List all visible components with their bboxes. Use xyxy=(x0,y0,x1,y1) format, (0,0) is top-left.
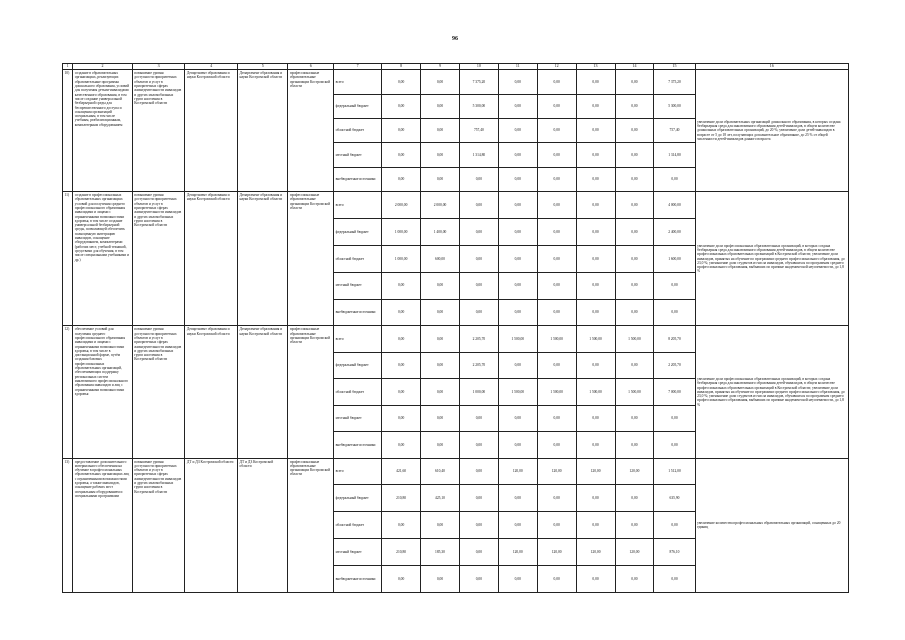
funding-value: 0,00 xyxy=(498,512,537,539)
funding-value: 0,00 xyxy=(576,70,615,94)
indicator-text: повышение уровня доступности приоритетных объектов и услуг в приоритетных сферах жизнедеятельности инвалидов и других маломобильных групп населения в Костромской области xyxy=(132,192,185,326)
funding-value: 0,00 xyxy=(459,485,498,512)
funding-value: 0,00 xyxy=(576,405,615,431)
funding-value: 210,80 xyxy=(382,485,421,512)
funding-source: местный бюджет xyxy=(334,143,382,167)
funding-value: 0,00 xyxy=(382,326,421,352)
column-number: 16 xyxy=(695,64,848,70)
funding-value: 0,00 xyxy=(654,432,695,458)
funding-value: 1 600,00 xyxy=(654,245,695,272)
funding-value: 0,00 xyxy=(421,94,460,118)
row-number: 11) xyxy=(63,192,73,326)
funding-value: 0,00 xyxy=(459,167,498,191)
funding-value: 0,00 xyxy=(498,218,537,245)
funding-value: 2 000,00 xyxy=(421,192,460,219)
funding-source: внебюджетные источники xyxy=(334,565,382,592)
funding-source: всего xyxy=(334,192,382,219)
funding-value: 0,00 xyxy=(498,245,537,272)
funding-value: 5 300,00 xyxy=(654,94,695,118)
funding-value: 1 000,00 xyxy=(459,379,498,405)
funding-value: 2 400,00 xyxy=(654,218,695,245)
funding-value: 0,00 xyxy=(498,272,537,299)
funding-value: 0,00 xyxy=(615,512,654,539)
funding-value: 0,00 xyxy=(498,118,537,142)
funding-value: 0,00 xyxy=(421,352,460,378)
participant-cell: профессиональные образовательные организации Костромской области xyxy=(288,326,334,458)
funding-value: 120,00 xyxy=(615,458,654,485)
funding-value: 0,00 xyxy=(498,94,537,118)
funding-value: 0,00 xyxy=(615,245,654,272)
funding-value: 0,00 xyxy=(576,352,615,378)
funding-value: 1 500,00 xyxy=(537,326,576,352)
funding-value: 0,00 xyxy=(615,352,654,378)
funding-source: областной бюджет xyxy=(334,512,382,539)
column-number: 10 xyxy=(459,64,498,70)
funding-value: 0,00 xyxy=(498,565,537,592)
row-number: 13) xyxy=(63,458,73,592)
measure-name: создание в профессиональных образовательных организациях условий для получения среднего профессионального образования инвалидами и лицами с ограниченными возможностями здоровья, в том числе создание универсальной безбарьерной среды, позволяющей обеспечить полноценную интеграцию инвалидов, оснащение оборудованием, компьютерами (рабочих мест, учебной техникой, средствами для обучения, в том числе специальными учебниками и др.) xyxy=(73,192,132,326)
column-number: 4 xyxy=(185,64,238,70)
funding-value: 0,00 xyxy=(421,118,460,142)
funding-value: 0,00 xyxy=(459,458,498,485)
funding-value: 0,00 xyxy=(498,192,537,219)
funding-value: 1 500,00 xyxy=(537,379,576,405)
table-row xyxy=(63,326,849,352)
funding-value: 0,00 xyxy=(382,118,421,142)
funding-value: 0,00 xyxy=(615,143,654,167)
funding-value: 0,00 xyxy=(576,512,615,539)
column-number: 9 xyxy=(421,64,460,70)
funding-value: 0,00 xyxy=(537,432,576,458)
funding-value: 0,00 xyxy=(382,352,421,378)
funding-value: 0,00 xyxy=(459,405,498,431)
funding-value: 0,00 xyxy=(382,405,421,431)
funding-value: 0,00 xyxy=(576,299,615,326)
funding-source: федеральный бюджет xyxy=(334,218,382,245)
funding-value: 421,60 xyxy=(382,458,421,485)
funding-value: 0,00 xyxy=(615,167,654,191)
funding-value: 1 500,00 xyxy=(498,379,537,405)
funding-value: 1 500,00 xyxy=(576,379,615,405)
funding-value: 0,00 xyxy=(576,143,615,167)
funding-value: 1 314,80 xyxy=(654,143,695,167)
funding-value: 0,00 xyxy=(421,143,460,167)
funding-value: 757,40 xyxy=(654,118,695,142)
expected-result: увеличение доли профессиональных образовательных организаций, в которых создана безбарьерная среда для инклюзивного образования детей-инвалидов, в общем количестве профессиональных образовательных организаций в Костромской области; увеличение доли инвалидов, принятых на обучение по программам среднего профессионального образования, до 23,0 %; уменьшение доли студентов из числа инвалидов, обучавшихся по программам среднего профессионального образования, выбывших по причине академической неуспеваемости, до 1,8 % xyxy=(695,326,848,458)
expected-result: увеличение количества профессиональных образовательных организаций, оснащенных до 20 единиц xyxy=(695,458,848,592)
responsible-cell: Департамент образования и науки Костромской области xyxy=(185,326,238,458)
funding-value: 0,00 xyxy=(576,167,615,191)
funding-value: 0,00 xyxy=(537,512,576,539)
expected-result: увеличение доли образовательных организаций дошкольного образования, в которых создана безбарьерная среда для инклюзивного образования детей-инвалидов, в общем количестве дошкольных образовательных организаций, до 20 %; увеличение доли детей-инвалидов в возрасте от 5 до 18 лет, получающих дополнительное образование, до 25 % от общей численности детей-инвалидов данного возраста xyxy=(695,70,848,192)
measure-name: предоставление дополнительного материального обеспечения на обучение в профессиональных образовательных организациях лиц с ограниченными возможностями здоровья, а также инвалидов, оснащение рабочих мест специальным оборудованием и специальными программами xyxy=(73,458,132,592)
funding-value: 0,00 xyxy=(537,70,576,94)
funding-value: 0,00 xyxy=(615,432,654,458)
funding-value: 0,00 xyxy=(459,512,498,539)
funding-value: 120,00 xyxy=(615,539,654,566)
measure-name: создание в образовательных организациях, реализующих образовательные программы дошкольного образования, условий для получения детьми-инвалидами качественного образования, в том числе создание универсальной безбарьерной среды для беспрепятственного доступа и оснащения организаций специальным, в том числе учебным, реабилитационным, компьютерным оборудованием xyxy=(73,70,132,192)
funding-value: 120,00 xyxy=(576,458,615,485)
table-row xyxy=(63,458,849,485)
funding-value: 0,00 xyxy=(537,565,576,592)
funding-source: местный бюджет xyxy=(334,539,382,566)
column-number: 14 xyxy=(615,64,654,70)
funding-value: 0,00 xyxy=(537,192,576,219)
funding-value: 0,00 xyxy=(576,485,615,512)
funding-source: областной бюджет xyxy=(334,245,382,272)
funding-value: 185,30 xyxy=(421,539,460,566)
executor-cell: Департамент образования и науки Костромской области xyxy=(238,70,288,192)
funding-value: 0,00 xyxy=(421,432,460,458)
funding-value: 0,00 xyxy=(537,405,576,431)
funding-value: 0,00 xyxy=(537,94,576,118)
funding-value: 0,00 xyxy=(654,405,695,431)
funding-source: федеральный бюджет xyxy=(334,485,382,512)
funding-value: 0,00 xyxy=(382,94,421,118)
funding-source: всего xyxy=(334,326,382,352)
expected-result: увеличение доли профессиональных образовательных организаций, в которых создана безбарьерная среда для инклюзивного образования детей-инвалидов, в общем количестве профессиональных образовательных организаций в Костромской области; увеличение доли инвалидов, принятых на обучение по программам среднего профессионального образования, до 23,0 %; уменьшение доли студентов из числа инвалидов, обучавшихся по программам среднего профессионального образования, выбывших по причине академической неуспеваемости, до 1,8 % xyxy=(695,192,848,326)
funding-value: 0,00 xyxy=(615,405,654,431)
funding-source: областной бюджет xyxy=(334,379,382,405)
funding-value: 0,00 xyxy=(654,299,695,326)
funding-value: 0,00 xyxy=(615,218,654,245)
column-number: 13 xyxy=(576,64,615,70)
executor-cell: ДТ и ДЗ Костромской области xyxy=(238,458,288,592)
funding-source: внебюджетные источники xyxy=(334,299,382,326)
funding-value: 0,00 xyxy=(576,565,615,592)
funding-value: 0,00 xyxy=(382,272,421,299)
funding-value: 0,00 xyxy=(421,70,460,94)
funding-value: 0,00 xyxy=(459,299,498,326)
indicator-text: повышение уровня доступности приоритетных объектов и услуг в приоритетных сферах жизнедеятельности инвалидов и других маломобильных групп населения в Костромской области xyxy=(132,458,185,592)
row-number: 10) xyxy=(63,70,73,192)
funding-value: 0,00 xyxy=(615,485,654,512)
funding-value: 0,00 xyxy=(459,272,498,299)
funding-value: 0,00 xyxy=(382,299,421,326)
funding-value: 0,00 xyxy=(537,118,576,142)
funding-value: 0,00 xyxy=(459,565,498,592)
responsible-cell: Департамент образования и науки Костромской области xyxy=(185,70,238,192)
participant-cell: профессиональные образовательные организации Костромской области xyxy=(288,458,334,592)
funding-value: 0,00 xyxy=(459,218,498,245)
funding-value: 1 500,00 xyxy=(576,326,615,352)
funding-value: 1 314,80 xyxy=(459,143,498,167)
column-number: 5 xyxy=(238,64,288,70)
funding-value: 0,00 xyxy=(537,167,576,191)
funding-value: 120,00 xyxy=(498,458,537,485)
funding-value: 8 205,70 xyxy=(654,326,695,352)
funding-value: 0,00 xyxy=(421,272,460,299)
funding-value: 0,00 xyxy=(498,352,537,378)
funding-value: 4 000,00 xyxy=(654,192,695,219)
column-number: 15 xyxy=(654,64,695,70)
funding-value: 0,00 xyxy=(537,352,576,378)
indicator-text: повышение уровня доступности приоритетных объектов и услуг в приоритетных сферах жизнедеятельности инвалидов и других маломобильных групп населения в Костромской области xyxy=(132,70,185,192)
funding-value: 0,00 xyxy=(498,485,537,512)
funding-value: 120,00 xyxy=(537,458,576,485)
funding-value: 0,00 xyxy=(654,167,695,191)
funding-value: 0,00 xyxy=(537,485,576,512)
funding-value: 0,00 xyxy=(498,70,537,94)
funding-source: местный бюджет xyxy=(334,272,382,299)
funding-value: 610,40 xyxy=(421,458,460,485)
funding-value: 7 375,20 xyxy=(654,70,695,94)
funding-value: 0,00 xyxy=(576,94,615,118)
funding-value: 1 000,00 xyxy=(382,218,421,245)
funding-value: 0,00 xyxy=(421,379,460,405)
funding-value: 0,00 xyxy=(654,512,695,539)
funding-source: всего xyxy=(334,70,382,94)
funding-value: 0,00 xyxy=(459,539,498,566)
funding-value: 0,00 xyxy=(421,405,460,431)
funding-value: 7 000,00 xyxy=(654,379,695,405)
funding-value: 0,00 xyxy=(537,218,576,245)
funding-value: 425,10 xyxy=(421,485,460,512)
funding-source: всего xyxy=(334,458,382,485)
funding-value: 0,00 xyxy=(382,565,421,592)
column-number: 3 xyxy=(132,64,185,70)
funding-source: внебюджетные источники xyxy=(334,432,382,458)
funding-value: 1 512,00 xyxy=(654,458,695,485)
funding-value: 0,00 xyxy=(498,143,537,167)
row-number: 12) xyxy=(63,326,73,458)
executor-cell: Департамент образования и науки Костромской области xyxy=(238,192,288,326)
funding-value: 0,00 xyxy=(382,432,421,458)
funding-value: 0,00 xyxy=(498,405,537,431)
funding-source: федеральный бюджет xyxy=(334,352,382,378)
funding-value: 2 205,70 xyxy=(459,326,498,352)
participant-cell: профессиональные образовательные организации Костромской области xyxy=(288,70,334,192)
funding-value: 0,00 xyxy=(459,192,498,219)
responsible-cell: Департамент образования и науки Костромской области xyxy=(185,192,238,326)
funding-value: 0,00 xyxy=(615,118,654,142)
funding-value: 0,00 xyxy=(421,299,460,326)
responsible-cell: ДТ и ДЗ Костромской области xyxy=(185,458,238,592)
funding-value: 0,00 xyxy=(498,299,537,326)
funding-value: 0,00 xyxy=(615,192,654,219)
funding-value: 0,00 xyxy=(576,245,615,272)
funding-value: 0,00 xyxy=(421,167,460,191)
funding-value: 0,00 xyxy=(421,326,460,352)
funding-value: 1 500,00 xyxy=(615,326,654,352)
funding-value: 5 300,00 xyxy=(459,94,498,118)
funding-value: 0,00 xyxy=(615,299,654,326)
funding-value: 0,00 xyxy=(537,299,576,326)
funding-value: 0,00 xyxy=(459,432,498,458)
funding-value: 0,00 xyxy=(421,565,460,592)
funding-value: 1 500,00 xyxy=(615,379,654,405)
funding-value: 0,00 xyxy=(654,565,695,592)
funding-value: 0,00 xyxy=(382,167,421,191)
funding-value: 0,00 xyxy=(382,512,421,539)
funding-value: 757,40 xyxy=(459,118,498,142)
column-number: 1 xyxy=(63,64,73,70)
funding-value: 0,00 xyxy=(382,143,421,167)
column-number: 8 xyxy=(382,64,421,70)
funding-value: 0,00 xyxy=(537,245,576,272)
column-number: 2 xyxy=(73,64,132,70)
funding-value: 0,00 xyxy=(459,245,498,272)
funding-value: 120,00 xyxy=(537,539,576,566)
column-number: 7 xyxy=(334,64,382,70)
funding-value: 1 400,00 xyxy=(421,218,460,245)
funding-value: 876,10 xyxy=(654,539,695,566)
executor-cell: Департамент образования и науки Костромской области xyxy=(238,326,288,458)
column-number: 12 xyxy=(537,64,576,70)
funding-value: 1 500,00 xyxy=(498,326,537,352)
table-row xyxy=(63,192,849,219)
funding-value: 0,00 xyxy=(537,143,576,167)
funding-value: 600,00 xyxy=(421,245,460,272)
funding-source: федеральный бюджет xyxy=(334,94,382,118)
funding-value: 0,00 xyxy=(615,70,654,94)
funding-value: 0,00 xyxy=(576,192,615,219)
funding-value: 635,90 xyxy=(654,485,695,512)
funding-value: 7 375,20 xyxy=(459,70,498,94)
funding-value: 0,00 xyxy=(615,94,654,118)
funding-value: 0,00 xyxy=(576,118,615,142)
funding-value: 0,00 xyxy=(615,272,654,299)
funding-value: 0,00 xyxy=(615,565,654,592)
funding-value: 210,80 xyxy=(382,539,421,566)
funding-value: 0,00 xyxy=(382,379,421,405)
funding-value: 0,00 xyxy=(498,167,537,191)
funding-value: 0,00 xyxy=(576,272,615,299)
page-number: 96 xyxy=(452,36,458,42)
table-row xyxy=(63,70,849,94)
funding-value: 0,00 xyxy=(576,218,615,245)
funding-value: 0,00 xyxy=(576,432,615,458)
column-number: 6 xyxy=(288,64,334,70)
participant-cell: профессиональные образовательные организации Костромской области xyxy=(288,192,334,326)
funding-value: 1 000,00 xyxy=(382,245,421,272)
funding-value: 0,00 xyxy=(654,272,695,299)
funding-source: местный бюджет xyxy=(334,405,382,431)
funding-value: 2 000,00 xyxy=(382,192,421,219)
program-measures-table xyxy=(62,63,849,593)
funding-value: 0,00 xyxy=(421,512,460,539)
indicator-text: повышение уровня доступности приоритетных объектов и услуг в приоритетных сферах жизнедеятельности инвалидов и других маломобильных групп населения в Костромской области xyxy=(132,326,185,458)
funding-value: 120,00 xyxy=(576,539,615,566)
measure-name: обеспечение условий для получения среднего профессионального образования инвалидами и лицами с ограниченными возможностями здоровья, в том числе в дистанционной форме, путём создания базовых профессиональных образовательных организаций, обеспечивающих поддержку региональных систем инклюзивного профессионального образования инвалидов и лиц с ограниченными возможностями здоровья xyxy=(73,326,132,458)
funding-source: областной бюджет xyxy=(334,118,382,142)
funding-value: 0,00 xyxy=(498,432,537,458)
funding-value: 0,00 xyxy=(382,70,421,94)
funding-value: 2 205,70 xyxy=(459,352,498,378)
column-number: 11 xyxy=(498,64,537,70)
funding-value: 2 205,70 xyxy=(654,352,695,378)
funding-value: 0,00 xyxy=(537,272,576,299)
funding-value: 120,00 xyxy=(498,539,537,566)
funding-source: внебюджетные источники xyxy=(334,167,382,191)
